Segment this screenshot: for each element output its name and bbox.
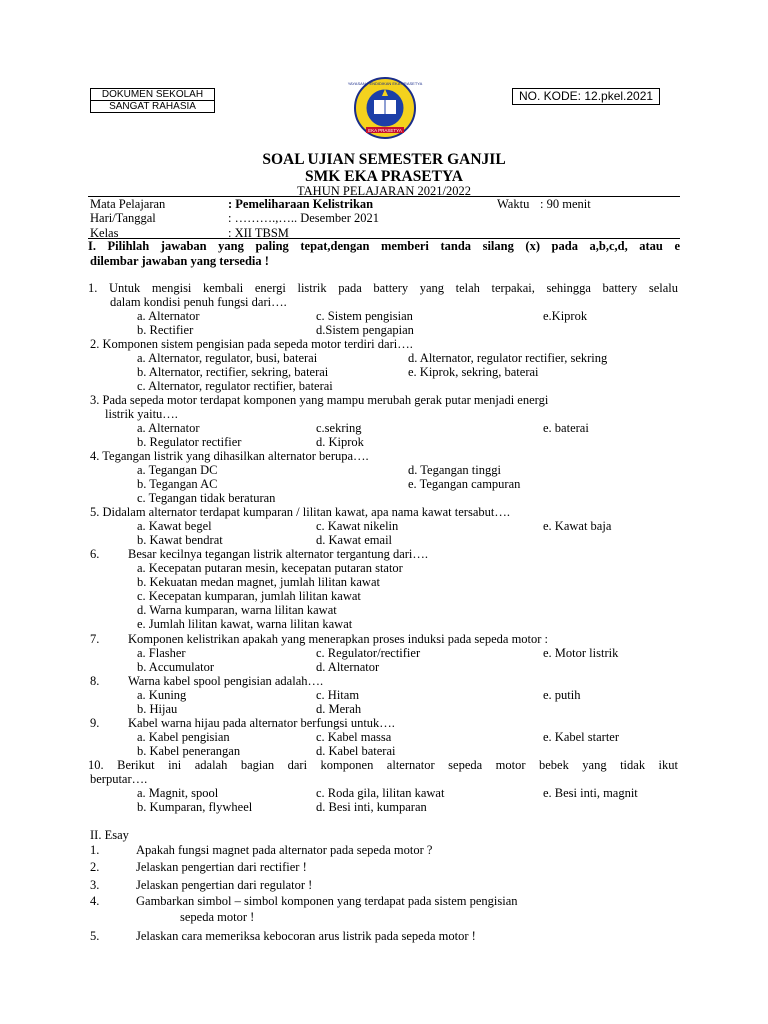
question-1-option-a: a. Alternator [137, 309, 200, 323]
question-10-line1: 10. Berikut ini adalah bagian dari komponen alternator sepeda motor bebek yang tidak ikut [88, 758, 678, 772]
logo-bottom-text: EKA PRASETYA [368, 128, 402, 133]
question-6-option-c: c. Kecepatan kumparan, jumlah lilitan kawat [137, 589, 361, 603]
question-10-option-a: a. Magnit, spool [137, 786, 219, 800]
question-2-option-a: a. Alternator, regulator, busi, baterai [137, 351, 318, 365]
question-1-line1: 1. Untuk mengisi kembali energi listrik pada battery yang telah terpakai, sehingga battery selalu [88, 281, 678, 295]
instruction-line1: I. Pilihlah jawaban yang paling tepat,dengan memberi tanda silang (x) pada a,b,c,d, atau e [88, 239, 680, 253]
school-logo [342, 76, 428, 140]
question-8-number: 8. [90, 674, 100, 688]
document-code: NO. KODE: 12.pkel.2021 [512, 88, 660, 105]
question-6-option-d: d. Warna kumparan, warna lilitan kawat [137, 603, 337, 617]
subject-value: : Pemeliharaan Kelistrikan [228, 197, 374, 211]
class-value: : XII TBSM [228, 226, 289, 240]
essay-2-text: Jelaskan pengertian dari rectifier ! [136, 860, 307, 874]
question-7-option-e: e. Motor listrik [543, 646, 619, 660]
school-year: TAHUN PELAJARAN 2021/2022 [297, 184, 471, 198]
question-9-option-c: c. Kabel massa [316, 730, 392, 744]
question-1-option-d: d.Sistem pengapian [316, 323, 414, 337]
question-5-option-c: c. Kawat nikelin [316, 519, 399, 533]
question-4-option-a: a. Tegangan DC [137, 463, 218, 477]
date-label: Hari/Tanggal [90, 211, 156, 225]
divider-top [88, 196, 680, 197]
question-8-option-c: c. Hitam [316, 688, 360, 702]
question-8-option-d: d. Merah [316, 702, 362, 716]
question-7-option-c: c. Regulator/rectifier [316, 646, 421, 660]
essay-heading: II. Esay [90, 828, 129, 842]
question-2-option-e: e. Kiprok, sekring, baterai [408, 365, 539, 379]
question-3-option-e: e. baterai [543, 421, 589, 435]
question-5-option-e: e. Kawat baja [543, 519, 612, 533]
essay-5-number: 5. [90, 929, 100, 943]
question-5-option-a: a. Kawat begel [137, 519, 212, 533]
essay-4-number: 4. [90, 894, 100, 908]
question-1-option-c: c. Sistem pengisian [316, 309, 413, 323]
question-6-line1: Besar kecilnya tegangan listrik alternator tergantung dari…. [128, 547, 429, 561]
question-2-option-c: c. Alternator, regulator rectifier, baterai [137, 379, 333, 393]
school-name: SMK EKA PRASETYA [305, 168, 463, 185]
question-3-line2: listrik yaitu…. [105, 407, 178, 421]
essay-3-text: Jelaskan pengertian dari regulator ! [136, 878, 313, 892]
question-9-number: 9. [90, 716, 100, 730]
question-9-option-a: a. Kabel pengisian [137, 730, 230, 744]
question-8-option-a: a. Kuning [137, 688, 187, 702]
essay-1-text: Apakah fungsi magnet pada alternator pada sepeda motor ? [136, 843, 433, 857]
question-1-line2: dalam kondisi penuh fungsi dari…. [110, 295, 287, 309]
question-3-option-b: b. Regulator rectifier [137, 435, 242, 449]
essay-4-text-cont: sepeda motor ! [180, 910, 255, 924]
essay-5-text: Jelaskan cara memeriksa kebocoran arus listrik pada sepeda motor ! [136, 929, 476, 943]
question-10-line2: berputar…. [90, 772, 148, 786]
question-4-option-b: b. Tegangan AC [137, 477, 218, 491]
question-10-option-b: b. Kumparan, flywheel [137, 800, 253, 814]
exam-title: SOAL UJIAN SEMESTER GANJIL [262, 151, 506, 168]
question-3-line1: 3. Pada sepeda motor terdapat komponen yang mampu merubah gerak putar menjadi energi [90, 393, 549, 407]
question-4-option-e: e. Tegangan campuran [408, 477, 521, 491]
question-6-option-b: b. Kekuatan medan magnet, jumlah lilitan kawat [137, 575, 380, 589]
question-7-option-b: b. Accumulator [137, 660, 215, 674]
essay-3-number: 3. [90, 878, 100, 892]
question-7-number: 7. [90, 632, 100, 646]
question-3-option-a: a. Alternator [137, 421, 200, 435]
essay-2-number: 2. [90, 860, 100, 874]
question-5-line1: 5. Didalam alternator terdapat kumparan / lilitan kawat, apa nama kawat tersabut…. [90, 505, 510, 519]
question-3-option-d: d. Kiprok [316, 435, 364, 449]
question-1-option-b: b. Rectifier [137, 323, 194, 337]
date-value: : ……….,….. Desember 2021 [228, 211, 380, 225]
class-label: Kelas [90, 226, 119, 240]
question-10-option-d: d. Besi inti, kumparan [316, 800, 427, 814]
question-7-option-a: a. Flasher [137, 646, 186, 660]
question-9-line1: Kabel warna hijau pada alternator berfungsi untuk…. [128, 716, 395, 730]
time-label: Waktu [497, 197, 530, 211]
question-4-option-d: d. Tegangan tinggi [408, 463, 501, 477]
question-1-option-e: e.Kiprok [543, 309, 588, 323]
time-value: : 90 menit [540, 197, 591, 211]
instruction-line2: dilembar jawaban yang tersedia ! [90, 254, 269, 268]
question-10-option-e: e. Besi inti, magnit [543, 786, 638, 800]
question-9-option-d: d. Kabel baterai [316, 744, 396, 758]
logo-top-text: YAYASAN PENDIDIKAN EKA PRASETYA [347, 81, 423, 86]
question-9-option-b: b. Kabel penerangan [137, 744, 241, 758]
question-4-line1: 4. Tegangan listrik yang dihasilkan alternator berupa…. [90, 449, 369, 463]
question-9-option-e: e. Kabel starter [543, 730, 620, 744]
question-3-option-c: c.sekring [316, 421, 362, 435]
subject-label: Mata Pelajaran [90, 197, 166, 211]
essay-4-text: Gambarkan simbol – simbol komponen yang terdapat pada sistem pengisian [136, 894, 518, 908]
question-2-option-b: b. Alternator, rectifier, sekring, baterai [137, 365, 329, 379]
question-7-line1: Komponen kelistrikan apakah yang menerapkan proses induksi pada sepeda motor : [128, 632, 549, 646]
question-6-option-e: e. Jumlah lilitan kawat, warna lilitan kawat [137, 617, 353, 631]
question-5-option-b: b. Kawat bendrat [137, 533, 223, 547]
document-label-line2: SANGAT RAHASIA [109, 101, 196, 112]
question-8-option-e: e. putih [543, 688, 581, 702]
question-6-option-a: a. Kecepatan putaran mesin, kecepatan putaran stator [137, 561, 403, 575]
question-8-option-b: b. Hijau [137, 702, 178, 716]
question-7-option-d: d. Alternator [316, 660, 380, 674]
question-8-line1: Warna kabel spool pengisian adalah…. [128, 674, 324, 688]
question-2-line1: 2. Komponen sistem pengisian pada sepeda motor terdiri dari…. [90, 337, 413, 351]
question-6-number: 6. [90, 547, 100, 561]
essay-1-number: 1. [90, 843, 100, 857]
document-label-line1: DOKUMEN SEKOLAH [91, 89, 214, 101]
question-4-option-c: c. Tegangan tidak beraturan [137, 491, 276, 505]
document-label-box [90, 88, 215, 113]
question-2-option-d: d. Alternator, regulator rectifier, sekring [408, 351, 608, 365]
question-10-option-c: c. Roda gila, lilitan kawat [316, 786, 445, 800]
question-5-option-d: d. Kawat email [316, 533, 393, 547]
